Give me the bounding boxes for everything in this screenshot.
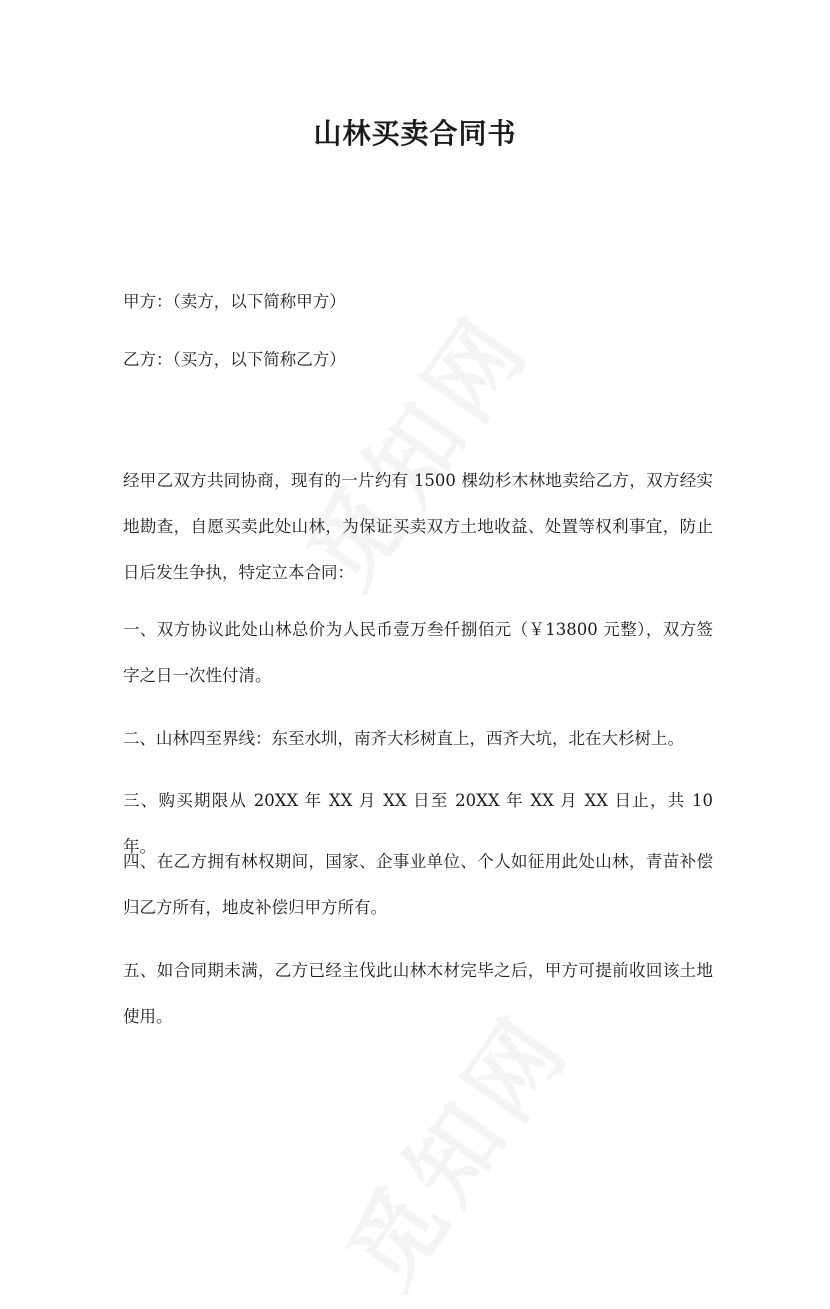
clause-paragraph: 二、山林四至界线：东至水圳，南齐大杉树直上，西齐大坑，北在大杉树上。 bbox=[123, 729, 684, 748]
clause-paragraph: 四、在乙方拥有林权期间，国家、企事业单位、个人如征用此处山林，青苗补偿归乙方所有，地皮补偿归甲方所有。 bbox=[123, 852, 713, 917]
party-a-line: 甲方：（卖方，以下简称甲方） bbox=[123, 292, 346, 311]
intro-paragraph: 经甲乙双方共同协商，现有的一片约有 1500 棵幼杉木林地卖给乙方，双方经实地勘查，自愿买卖此处山林，为保证买卖双方土地收益、处置等权利事宜，防止日后发生争执，特定立本合同： bbox=[123, 471, 713, 582]
clause-paragraph: 五、如合同期未满，乙方已经主伐此山林木材完毕之后，甲方可提前收回该土地使用。 bbox=[123, 961, 713, 1026]
clause-paragraph: 一、双方协议此处山林总价为人民币壹万叁仟捌佰元（￥13800 元整），双方签字之日一次性付清。 bbox=[123, 620, 713, 685]
party-b-line: 乙方：（买方，以下简称乙方） bbox=[123, 350, 346, 369]
clause-paragraph: 三、购买期限从 20XX 年 XX 月 XX 日至 20XX 年 XX 月 XX 日止，共 10 年。 bbox=[123, 791, 713, 856]
document-title: 山林买卖合同书 bbox=[313, 117, 517, 150]
